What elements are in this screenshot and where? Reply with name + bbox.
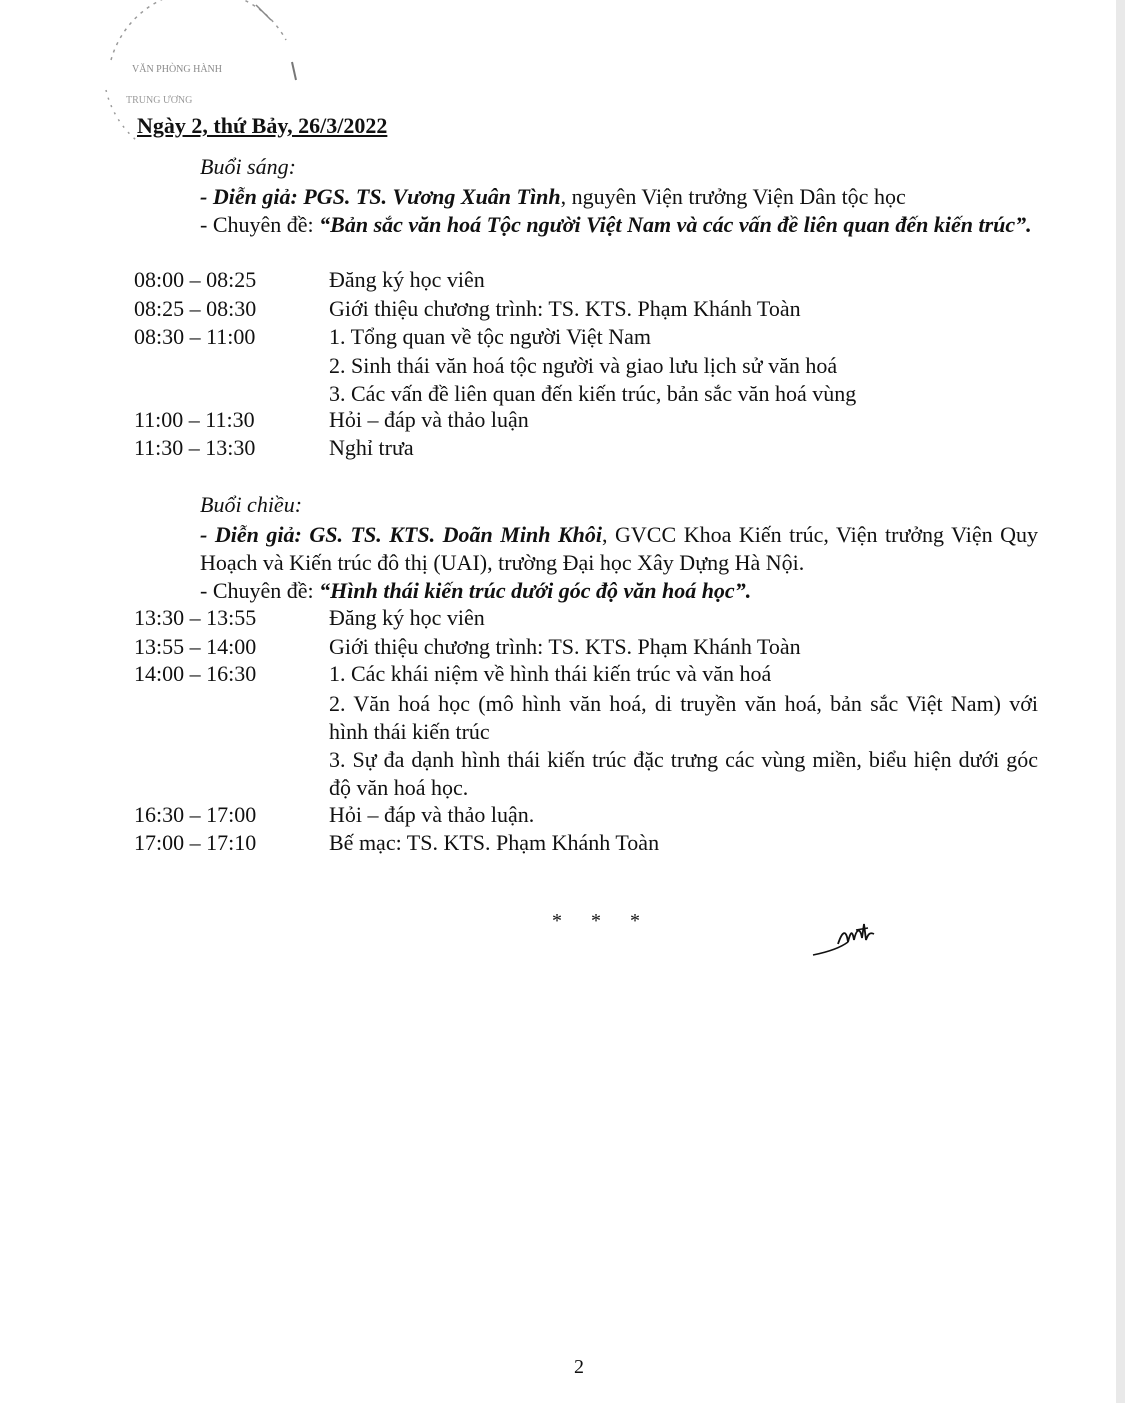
- document-page: VĂN PHÒNG HÀNH TRUNG ƯƠNG Ngày 2, thứ Bảy, 26/3/2022 Buổi sáng: - Diễn giả: PGS. TS. Vương Xuân Tình, nguyên Viện trưởng Viện Dân tộc học - Chuyên đề: “Bản sắc văn hoá Tộc người Việt Nam và các vấn đề liên quan đến kiến trúc”. 08:00 – 08:25 Đăng ký học viên 08:25 – 08:30 Giới thiệu chương trình: TS. KTS. Phạm Khánh Toàn 08:30 – 11:00 1. Tổng quan về tộc người Việt Nam 2. Sinh thái văn hoá tộc người và giao lưu lịch sử văn hoá 3. Các vấn đề liên quan đến kiến trúc, bản sắc văn hoá vùng 11:00 – 11:30 Hỏi – đáp và thảo luận 11:30 – 13:30 Nghỉ trưa Buổi chiều: - Diễn giả: GS. TS. KTS. Doãn Minh Khôi, GVCC Khoa Kiến trúc, Viện trưởng Viện Quy Hoạch và Kiến trúc đô thị (UAI), trường Đại học Xây Dựng Hà Nội. - Chuyên đề: “Hình thái kiến trúc dưới góc độ văn hoá học”. 13:30 – 13:55 Đăng ký học viên 13:55 – 14:00 Giới thiệu chương trình: TS. KTS. Phạm Khánh Toàn 14:00 – 16:30 1. Các khái niệm về hình thái kiến trúc và văn hoá 2. Văn hoá học (mô hình văn hoá, di truyền văn hoá, bản sắc Việt Nam) với hình thái kiến trúc 3. Sự đa dạnh hình thái kiến trúc đặc trưng các vùng miền, biểu hiện dưới góc độ văn hoá học. 16:30 – 17:00 Hỏi – đáp và thảo luận. 17:00 – 17:10 Bế mạc: TS. KTS. Phạm Khánh Toàn * * * 2: [0, 0, 1116, 1403]
- afternoon-speaker: - Diễn giả: GS. TS. KTS. Doãn Minh Khôi, GVCC Khoa Kiến trúc, Viện trưởng Viện Quy Hoạch và Kiến trúc đô thị (UAI), trường Đại học Xây Dựng Hà Nội.: [200, 522, 1039, 575]
- svg-text:TRUNG ƯƠNG: TRUNG ƯƠNG: [126, 95, 193, 106]
- signature-icon: [808, 912, 888, 962]
- afternoon-session-label: Buổi chiều:: [200, 492, 303, 517]
- morning-speaker: - Diễn giả: PGS. TS. Vương Xuân Tình, nguyên Viện trưởng Viện Dân tộc học: [200, 184, 906, 209]
- section-separator: * * *: [552, 910, 652, 932]
- date-heading: Ngày 2, thứ Bảy, 26/3/2022: [137, 113, 388, 138]
- morning-topic: - Chuyên đề: “Bản sắc văn hoá Tộc người Việt Nam và các vấn đề liên quan đến kiến trúc”.: [200, 212, 1032, 237]
- morning-session-label: Buổi sáng:: [200, 154, 296, 179]
- page-number: 2: [574, 1356, 584, 1378]
- afternoon-topic: - Chuyên đề: “Hình thái kiến trúc dưới góc độ văn hoá học”.: [200, 578, 752, 603]
- svg-text:VĂN PHÒNG HÀNH: VĂN PHÒNG HÀNH: [132, 64, 222, 75]
